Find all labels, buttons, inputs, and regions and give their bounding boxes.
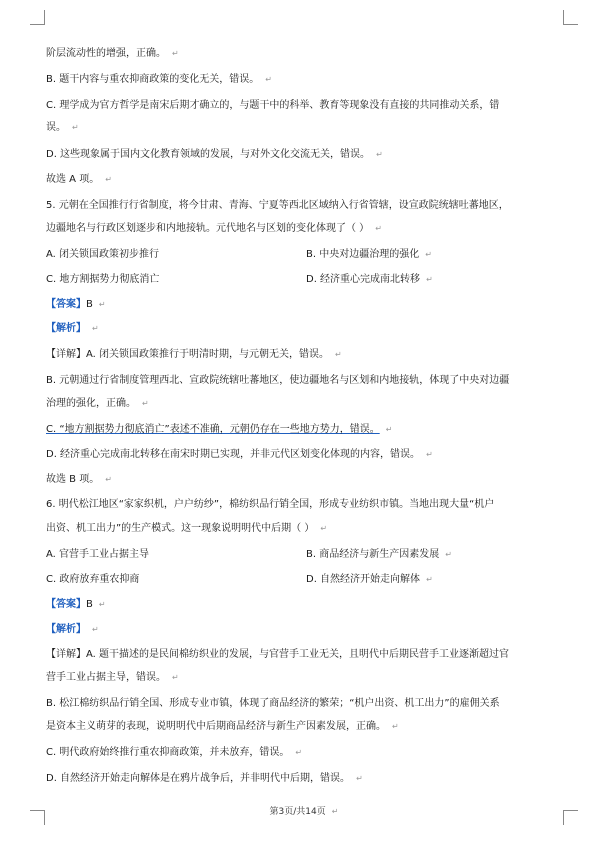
text-line: 误。 ↵ (46, 122, 79, 133)
q5-option-b: B. 中央对边疆治理的强化 ↵ (306, 249, 432, 260)
q5-answer: 【答案】B ↵ (46, 299, 106, 310)
q5-option-d: D. 经济重心完成南北转移 ↵ (306, 274, 433, 285)
crop-mark-top-right (563, 10, 578, 25)
text-line: B. 题干内容与重农抑商政策的变化无关，错误。 ↵ (46, 74, 272, 85)
q6-option-c: C. 政府放弃重农抑商 (46, 574, 140, 585)
text-line: 阶层流动性的增强，正确。 ↵ (46, 48, 179, 59)
question-6-stem: 6. 明代松江地区“家家织机，户户纺纱”，棉纺织品行销全国，形成专业纺织市镇。当地出现大量“机户 (46, 499, 495, 510)
q6-analysis-label: 【解析】 ↵ (46, 624, 99, 635)
q6-answer: 【答案】B ↵ (46, 599, 106, 610)
text-line: 故选 A 项。 ↵ (46, 174, 112, 185)
q6-detail-b: B. 松江棉纺织品行销全国、形成专业市镇，体现了商品经济的繁荣；“机户出资、机工出力”的雇佣关系 (46, 698, 500, 709)
q5-conclusion: 故选 B 项。 ↵ (46, 474, 112, 485)
q6-detail-b: 是资本主义萌芽的表现，说明明代中后期商品经济与新生产因素发展，正确。 ↵ (46, 721, 399, 732)
q6-option-b: B. 商品经济与新生产因素发展 ↵ (306, 549, 452, 560)
q6-detail-a: 【详解】A. 题干描述的是民间棉纺织业的发展，与官营手工业无关，且明代中后期民营手工业逐渐超过官 (46, 649, 510, 660)
q6-detail-d: D. 自然经济开始走向解体是在鸦片战争后，并非明代中后期，错误。 ↵ (46, 773, 363, 784)
q6-option-a: A. 官营手工业占据主导 (46, 549, 150, 560)
question-5-stem: 5. 元朝在全国推行行省制度，将今甘肃、青海、宁夏等西北区域纳入行省管辖，设宣政院统辖吐蕃地区， (46, 200, 509, 211)
page-footer: 第3页/共14页 ↵ (269, 807, 339, 817)
q6-option-d: D. 自然经济开始走向解体 ↵ (306, 574, 433, 585)
text-line: D. 这些现象属于国内文化教育领域的发展，与对外文化交流无关，错误。 ↵ (46, 149, 383, 160)
q6-detail-c: C. 明代政府始终推行重农抑商政策，并未放弃，错误。 ↵ (46, 747, 303, 758)
crop-mark-top-left (30, 10, 45, 25)
q5-analysis-label: 【解析】 ↵ (46, 323, 99, 334)
text-line: C. 理学成为官方哲学是南宋后期才确立的，与题干中的科举、教育等现象没有直接的共同推动关系，错 (46, 100, 500, 111)
q5-detail-a: 【详解】A. 闭关锁国政策推行于明清时期，与元朝无关，错误。 ↵ (46, 349, 342, 360)
q5-detail-c: C. “地方割据势力彻底消亡”表述不准确，元朝仍存在一些地方势力，错误。 ↵ (46, 424, 393, 435)
q5-option-c: C. 地方割据势力彻底消亡 (46, 274, 160, 285)
q5-detail-b: B. 元朝通过行省制度管理西北、宣政院统辖吐蕃地区，使边疆地名与区划和内地接轨，体现了中央对边疆 (46, 375, 510, 386)
question-5-stem: 边疆地名与行政区划逐步和内地接轨。元代地名与区划的变化体现了（ ） ↵ (46, 223, 382, 234)
q6-detail-a: 营手工业占据主导，错误。 ↵ (46, 672, 179, 683)
q5-detail-b: 治理的强化，正确。 ↵ (46, 398, 149, 409)
q5-detail-d: D. 经济重心完成南北转移在南宋时期已实现，并非元代区划变化体现的内容，错误。 ↵ (46, 449, 433, 460)
question-6-stem: 出资、机工出力”的生产模式。这一现象说明明代中后期（ ） ↵ (46, 523, 328, 534)
q5-option-a: A. 闭关锁国政策初步推行 (46, 249, 160, 260)
